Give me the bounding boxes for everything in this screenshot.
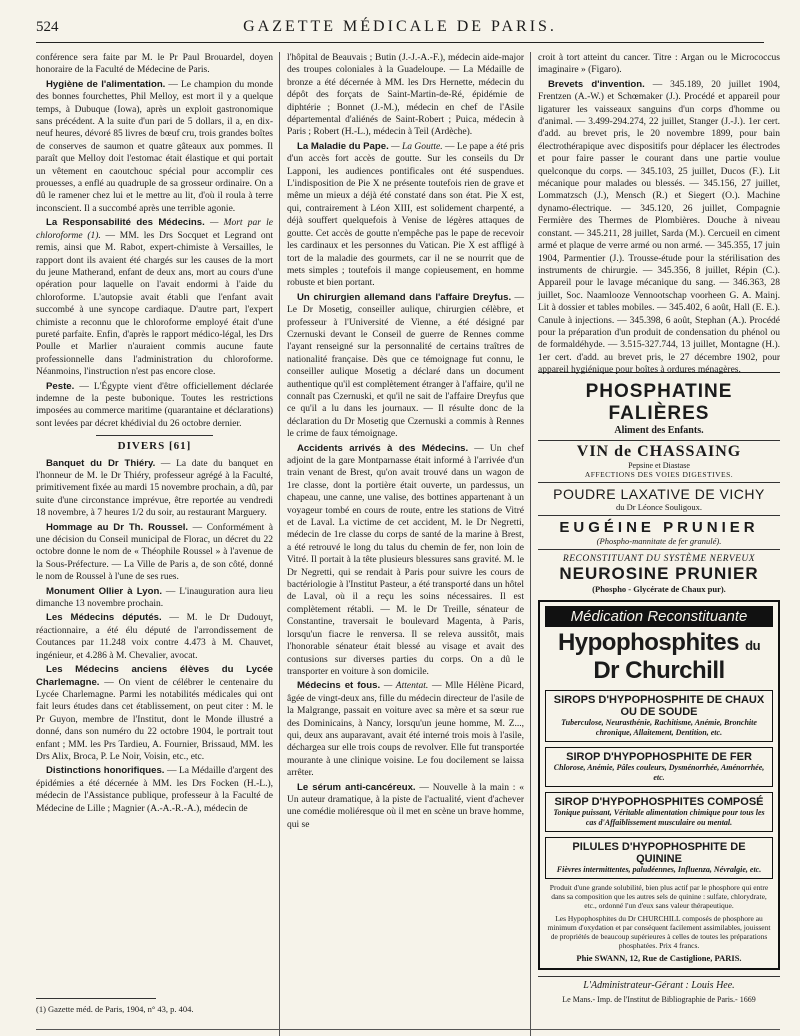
product-title: PILULES D'HYPOPHOSPHITE DE QUININE <box>572 841 746 865</box>
header-rule <box>36 42 764 43</box>
article-fous: Médecins et fous. — Attentat. — Mlle Hélène Picard, âgée de vingt-deux ans, fille du médecin directeur de l'asile de la Malgrange, passait en voiture avec sa mère et sa sœur rue des Dominicains, à Nancy, lorsqu'un jeune homme, M. Z..., qui, deux ans auparavant, avait été interné trois mois à l'asile, déchargea sur elle trois coups de revolver. Elle fut transportée mourante à une clinique voisine. Le fou docilement se laissa arrêter. <box>287 680 524 779</box>
product-desc: Fièvres intermittentes, paludéennes, Influenza, Névralgie, etc. <box>556 865 762 874</box>
ad-title: PHOSPHATINE FALIÈRES <box>585 381 733 424</box>
paragraph: croit à tort atteint du cancer. Titre : Argan ou le Micrococcus imaginaire » (Figaro). <box>538 53 780 76</box>
article-accidents: Accidents arrivés à des Médecins. — Un chef adjoint de la gare Montparnasse était informé à l'arrivée d'un train venant de Brest, qu'on avait trouvé dans un wagon de 1re classe, dont la portière était ouverte, un pardessus, un chapeau, une canne, une valise, des bottines appartenant à un voyageur tombé en cours de route, entre les stations de Vitré et de Laval. La victime de cet accident, M. le Dr Negretti, médecin de 1re classe du corps de santé de la marine à Brest, a été retrouvé le long du talus du chemin de fer, non loin de Vitré. Il portait à la tête plusieurs blessures sans gravité. M. le Dr Negretti, qui se rendait à Paris pour suivre les cours de bactériologie à l'Institut Pasteur, a été transporté dans un hôtel de Laval, où il a reçu les soins nécessaires. Il est complètement rétabli. — M. le Dr Treille, sénateur de Constantine, traversait le boulevard Magenta, à Paris, lorsqu'un fiacre le renversa. Il se releva aussitôt, mais l'honorable sénateur était blessé au visage et avait des contusions sur diverses parties du corps. On a dû le transporter en voiture à son domicile. <box>287 442 524 677</box>
paragraph: l'hôpital de Beauvais ; Butin (J.-J.-A.-F.), médecin aide-major des troupes coloniales à la Guadeloupe. — La Médaille de bronze a été décernée à MM. les Drs Hernette, médecin du dépôt des forçats de Saint-Martin-de-Ré, épidémie de diphtérie ; Bonnet (J.-M.), médecin en chef de l'Asile départemental d'aliénés de Saint-Robert ; Puica, médecin à Paris ; Robert (H.-L.), médecin à Teil (Ardèche). <box>287 53 524 138</box>
article-title: Médecins et fous. <box>297 680 381 692</box>
ad-subtitle: AFFECTIONS DES VOIES DIGESTIVES. <box>584 470 734 479</box>
article-monument: Monument Ollier à Lyon. — L'inauguration aura lieu dimanche 13 novembre prochain. <box>36 585 273 610</box>
product-box <box>545 690 773 742</box>
ad-vichy <box>538 482 780 512</box>
product-title: SIROPS D'HYPOPHOSPHITE DE CHAUX OU DE SOUDE <box>553 694 765 718</box>
article-hommage: Hommage au Dr Th. Roussel. — Conformément à une décision du Conseil municipal de Florac, un décret du 22 octobre donne le nom de « Théophile Roussel » à l'avenue de la Sous-Préfecture. — La Ville de Paris a, de son côté, donné le nom de Roussel à l'une de ses rues. <box>36 521 274 583</box>
ad-brand: Hypophosphites du Dr Churchill <box>557 629 761 684</box>
ad-subtitle: (Phospho-mannitate de fer granulé). <box>596 536 722 546</box>
product-desc: Tuberculose, Neurasthénie, Rachitisme, Anémie, Bronchite chronique, Allaitement, Dentition, etc. <box>561 718 757 737</box>
article-lycee: Les Médecins anciens élèves du Lycée Charlemagne. — On vient de célébrer le centenaire du Lycée Charlemagne. Parmi les notabilités médicales qui ont fait leurs études dans cet établissement, on peut citer : M. le Pr Guyon, membre de l'Institut, dont le Monde illustré a donné, dans son numéro du 22 octobre 1904, le portrait tout enfant ; MM. les Prs Tardieu, A. Fournier, Brissaud, MM. les Drs Alix, Broca, P. Le Noir, Voisin, etc., etc. <box>36 664 273 762</box>
column-divider <box>530 52 531 1036</box>
ad-neurosine <box>538 549 780 594</box>
product-title: SIROP D'HYPOPHOSPHITE DE FER <box>566 751 752 763</box>
column-divider <box>279 52 280 1036</box>
paragraph: conférence sera faite par M. le Pr Paul Brouardel, doyen honoraire de la Faculté de Médecine de Paris. <box>36 53 273 76</box>
ad-note: Produit d'une grande solubilité, bien plus actif par le phosphore qui entre dans sa composition que les autres sels de quinine : sulfate, chlorydrate, etc., ordonné l'un d'eux sans valeur thérapeutique. <box>549 883 769 910</box>
article-title: Accidents arrivés à des Médecins. <box>297 442 469 454</box>
ad-churchill <box>538 600 780 970</box>
article-deputes: Les Médecins députés. — M. le Dr Dudouyt, réactionnaire, a été élu député de l'arrondissement de Coutances par 11.248 voix contre 4.473 à M. Chauvet, ingénieur, et 4.286 à M. Chevalier, avocat. <box>36 612 274 661</box>
article-responsabilite: La Responsabilité des Médecins. — Mort par le chloroforme (1). — MM. les Drs Socquet et Legrand ont remis, ainsi que M. Rabot, expert-chimiste à Versailles, le rapport dont ils avaient été chargés sur les causes de la mort du jeune Matherand, enfant de deux ans, mort au cours d'une opération pour laquelle on l'avait endormi à l'aide du chloroforme. L'autopsie avait établi que l'enfant avait succombé à une syncope cardiaque. D'autre part, l'expert chimiste a reconnu que le chloroforme employé était d'une pureté parfaite. Enfin, d'après le rapport médico-légal, les Drs Poulle et Marlier n'auraient commis aucune faute professionnelle dans l'administration du chloroforme. Néanmoins, l'instruction n'est pas encore close. <box>36 217 273 378</box>
advertisements <box>538 372 780 1012</box>
ad-banner: Médication Reconstituante <box>545 606 773 627</box>
ad-subtitle: (Phospho - Glycérate de Chaux pur). <box>592 584 726 594</box>
article-title: Brevets d'invention. <box>548 78 645 90</box>
article-title: Hygiène de l'alimentation. <box>46 78 166 90</box>
ad-eugeine <box>538 515 780 546</box>
article-chirurgien: Un chirurgien allemand dans l'affaire Dreyfus. — Le Dr Mosetig, conseiller aulique, chirurgien célèbre, et professeur à l'Université de Vienne, a été désigné par Czernuski devant le Conseil de guerre de Rennes comme l'ayant renseigné sur la personnalité de certains traîtres de nationalité française. Dès que ce témoignage fut connu, le conseiller aulique Mosetig a déclaré dans un document authentique qu'il est complètement étranger à l'affaire, qu'il ne connaît pas Czernuski, et qu'il ne sait de l'affaire Dreyfus que ce qu'il a lu dans les journaux. — Il résulte donc de la déclaration du Dr Mosetig que Czernuski a commis à Rennes le crime de faux témoignage. <box>287 291 524 440</box>
ad-subtitle: Pepsine et Diastase <box>628 461 690 470</box>
article-title: Peste. <box>46 380 75 392</box>
page-header <box>0 0 800 46</box>
article-title: Hommage au Dr Th. Roussel. <box>46 521 189 533</box>
bottom-rule <box>36 1029 780 1030</box>
article-title: Monument Ollier à Lyon. <box>46 585 162 597</box>
article-pape: La Maladie du Pape. — La Goutte. — Le pape a été pris d'un accès fort accès de goutte. Sur les conseils du Dr Lapponi, les audiences pontificales ont été suspendues. L'indisposition de Pie X ne présente toutefois rien de grave et même un mieux a déjà été constaté dans son état. Pie X est, qui, contrairement à Léon XIII, est solidement charpenté, a déjà souffert quelquefois à Venise de légères attaques de goutte. Cet accès de goutte n'empêche pas le pape de recevoir les cardinaux et les personnes du Vatican. Pie X est affligé à tort de la maladie des gourmets, car il ne se nourrit que de mets simples ; toutefois il mange copieusement, en homme robuste et bien portant. <box>287 140 524 289</box>
ad-chassaing <box>538 440 780 479</box>
ad-address: Phie SWANN, 12, Rue de Castiglione, PARIS. <box>576 953 742 963</box>
column-2 <box>287 52 524 1036</box>
article-title: Distinctions honorifiques. <box>46 765 165 777</box>
ad-title: NEUROSINE PRUNIER <box>559 564 759 583</box>
product-desc: Tonique puissant, Véritable alimentation chimique pour tous les cas d'Affaiblissement musculaire ou mental. <box>553 808 765 827</box>
ad-title: POUDRE LAXATIVE DE VICHY <box>553 486 765 502</box>
ad-title: EUGÉINE PRUNIER <box>559 519 759 536</box>
ad-title: VIN de CHASSAING <box>576 443 742 460</box>
ad-note: Les Hypophosphites du Dr CHURCHILL composés de phosphore au minimum d'oxydation et par conséquent facilement assimilables, jouissent de propriétés de beaucoup supérieures à celles de toutes les préparations phosphatées. Prix 4 francs. <box>547 914 771 950</box>
article-title: Les Médecins députés. <box>46 612 162 624</box>
gerant-line: L'Administrateur-Gérant : Louis Hee. <box>538 976 780 991</box>
article-peste: Peste. — L'Égypte vient d'être officiellement déclarée indemne de la peste bubonique. Toutes les restrictions imposées au commerce maritime (quarantaine et déclarations) sont levées par décret khédivial du 26 octobre dernier. <box>36 380 273 429</box>
product-box <box>545 837 773 879</box>
product-title: SIROP D'HYPOPHOSPHITES COMPOSÉ <box>554 796 764 808</box>
article-brevets: Brevets d'invention. — 345.189, 20 juillet 1904, Frentzen (A.-W.) et Schœmaker (J.). Procédé et appareil pour ligaturer les vaisseaux sanguins d'un corps d'homme ou d'animal. — 3.499-294.274, 22 juillet, Stanger (J.-J.). 1er cert. d'add. au brevet pris, le 20 novembre 1899, pour bain électrothérapique avec dispositifs pour déplacer les électrodes et pour faire passer le courant dans une partie voulue quelconque du corps. — 345.103, 25 juillet, Ducos (F.). Lit mécanique pour malades ou blessés. — 345.156, 27 juillet, Lommatzsch (J.), Mensch (R.) et Siegert (O.). Machine dynamo-électrique. — 345.120, 26 juillet, Compagnie Fermière des Thermes de Plombières. Douche à niveau constant. — 345.211, 28 juillet, Sarda (M.). Cercueil en ciment armé et plaque de verre armé ou non armé. — 345.355, 17 juin 1904, Parmentier (J.). Trousse-étude pour la stérilisation des instruments de chirurgie. — 345.356, 8 juillet, Répin (C.). Appareil pour le lavage mécanique du sang. — 346.363, 28 juillet, Soc. Naamlooze Vennootschap voorheen G. A. Mainj. Lit à dossier et tables mobiles. — 345.402, 6 août, Hall (E. E.). Canule à injections. — 345.398, 6 août, Stephan (A.). Procédé pour la préparation d'un produit de condensation du phénol ou de formaldéhyde. — 3.515-327.744, 13 juillet, Montagne (H.). 1er cert. d'add. au brevet pris, le 27 décembre 1902, pour appareil hygiénique pour boîtes à ordures ménagères. <box>538 78 780 376</box>
ad-subtitle: du Dr Léonce Souligoux. <box>616 502 702 512</box>
section-divers: DIVERS [61] <box>36 435 273 452</box>
imprint-line: Le Mans.- Imp. de l'Institut de Bibliographie de Paris.- 1669 <box>562 995 756 1004</box>
article-serum: Le sérum anti-cancéreux. — Nouvelle à la main : « Un auteur dramatique, à la piste de l'actualité, vient d'achever une comédie moliéresque où il met en scène un brave homme, qui se <box>287 781 524 830</box>
product-box <box>545 792 773 832</box>
article-title: Le sérum anti-cancéreux. <box>297 781 416 793</box>
article-distinctions: Distinctions honorifiques. — La Médaille d'argent des épidémies a été décernée à MM. les Drs Focken (H.-L.), médecin de l'Assistance publique, professeur à la Faculté de Médecine de Lille ; Magnier (A.-A.-R.-A.), médecin de <box>36 765 273 814</box>
ad-kicker: RECONSTITUANT DU SYSTÈME NERVEUX <box>562 554 756 564</box>
article-hygiene: Hygiène de l'alimentation. — Le champion du monde des bonnes fourchettes, Phil Melloy, est mort il y a quelque temps, à Dubuque (Iowa), après un exploit gastronomique sans précédent. A la suite d'un pari de 5 dollars, il a, en dix-neuf heures, dévoré 85 livres de bœuf cru, trois grandes boîtes de conserves de saumon et quatre gâteaux aux pommes. Il paraît que Melloy doit l'estomac était élastique et qui portait un vêtement en caoutchouc spécial pour accomplir ces prouesses, a enflé au quadruple de sa grosseur ordinaire. On a dû le ramener chez lui et le mettre au lit, d'où il roula à terre inconscient. Il a succombé après une terrible agonie. <box>36 78 273 214</box>
footnote: (1) Gazette méd. de Paris, 1904, n° 43, p. 404. <box>36 1004 194 1014</box>
ad-phosphatine <box>538 372 780 436</box>
journal-title: GAZETTE MÉDICALE DE PARIS. <box>243 18 557 35</box>
page-number: 524 <box>36 19 59 35</box>
column-1 <box>36 52 273 994</box>
product-desc: Chlorose, Anémie, Pâles couleurs, Dysménorrhée, Aménorrhée, etc. <box>553 763 765 782</box>
ad-subtitle: Aliment des Enfants. <box>614 425 704 436</box>
column-3-text <box>538 52 780 376</box>
footnote-rule <box>36 998 156 999</box>
article-title: La Responsabilité des Médecins. <box>46 217 205 229</box>
article-title: Banquet du Dr Thiéry. <box>46 457 156 469</box>
article-banquet: Banquet du Dr Thiéry. — La date du banquet en l'honneur de M. le Dr Thiéry, professeur agrégé à la Faculté, primitivement fixée au mardi 15 novembre prochain, a dû, par suite d'une circonstance imprévue, être reportée au vendredi 18 novembre, à 7 heures 1/2 du soir, au restaurant Marguery. <box>36 457 274 519</box>
article-title: Un chirurgien allemand dans l'affaire Dreyfus. <box>297 291 512 303</box>
product-box <box>545 747 773 787</box>
article-title: La Maladie du Pape. <box>297 140 389 152</box>
article-title: Les Médecins anciens élèves du Lycée Charlemagne. <box>36 664 273 688</box>
